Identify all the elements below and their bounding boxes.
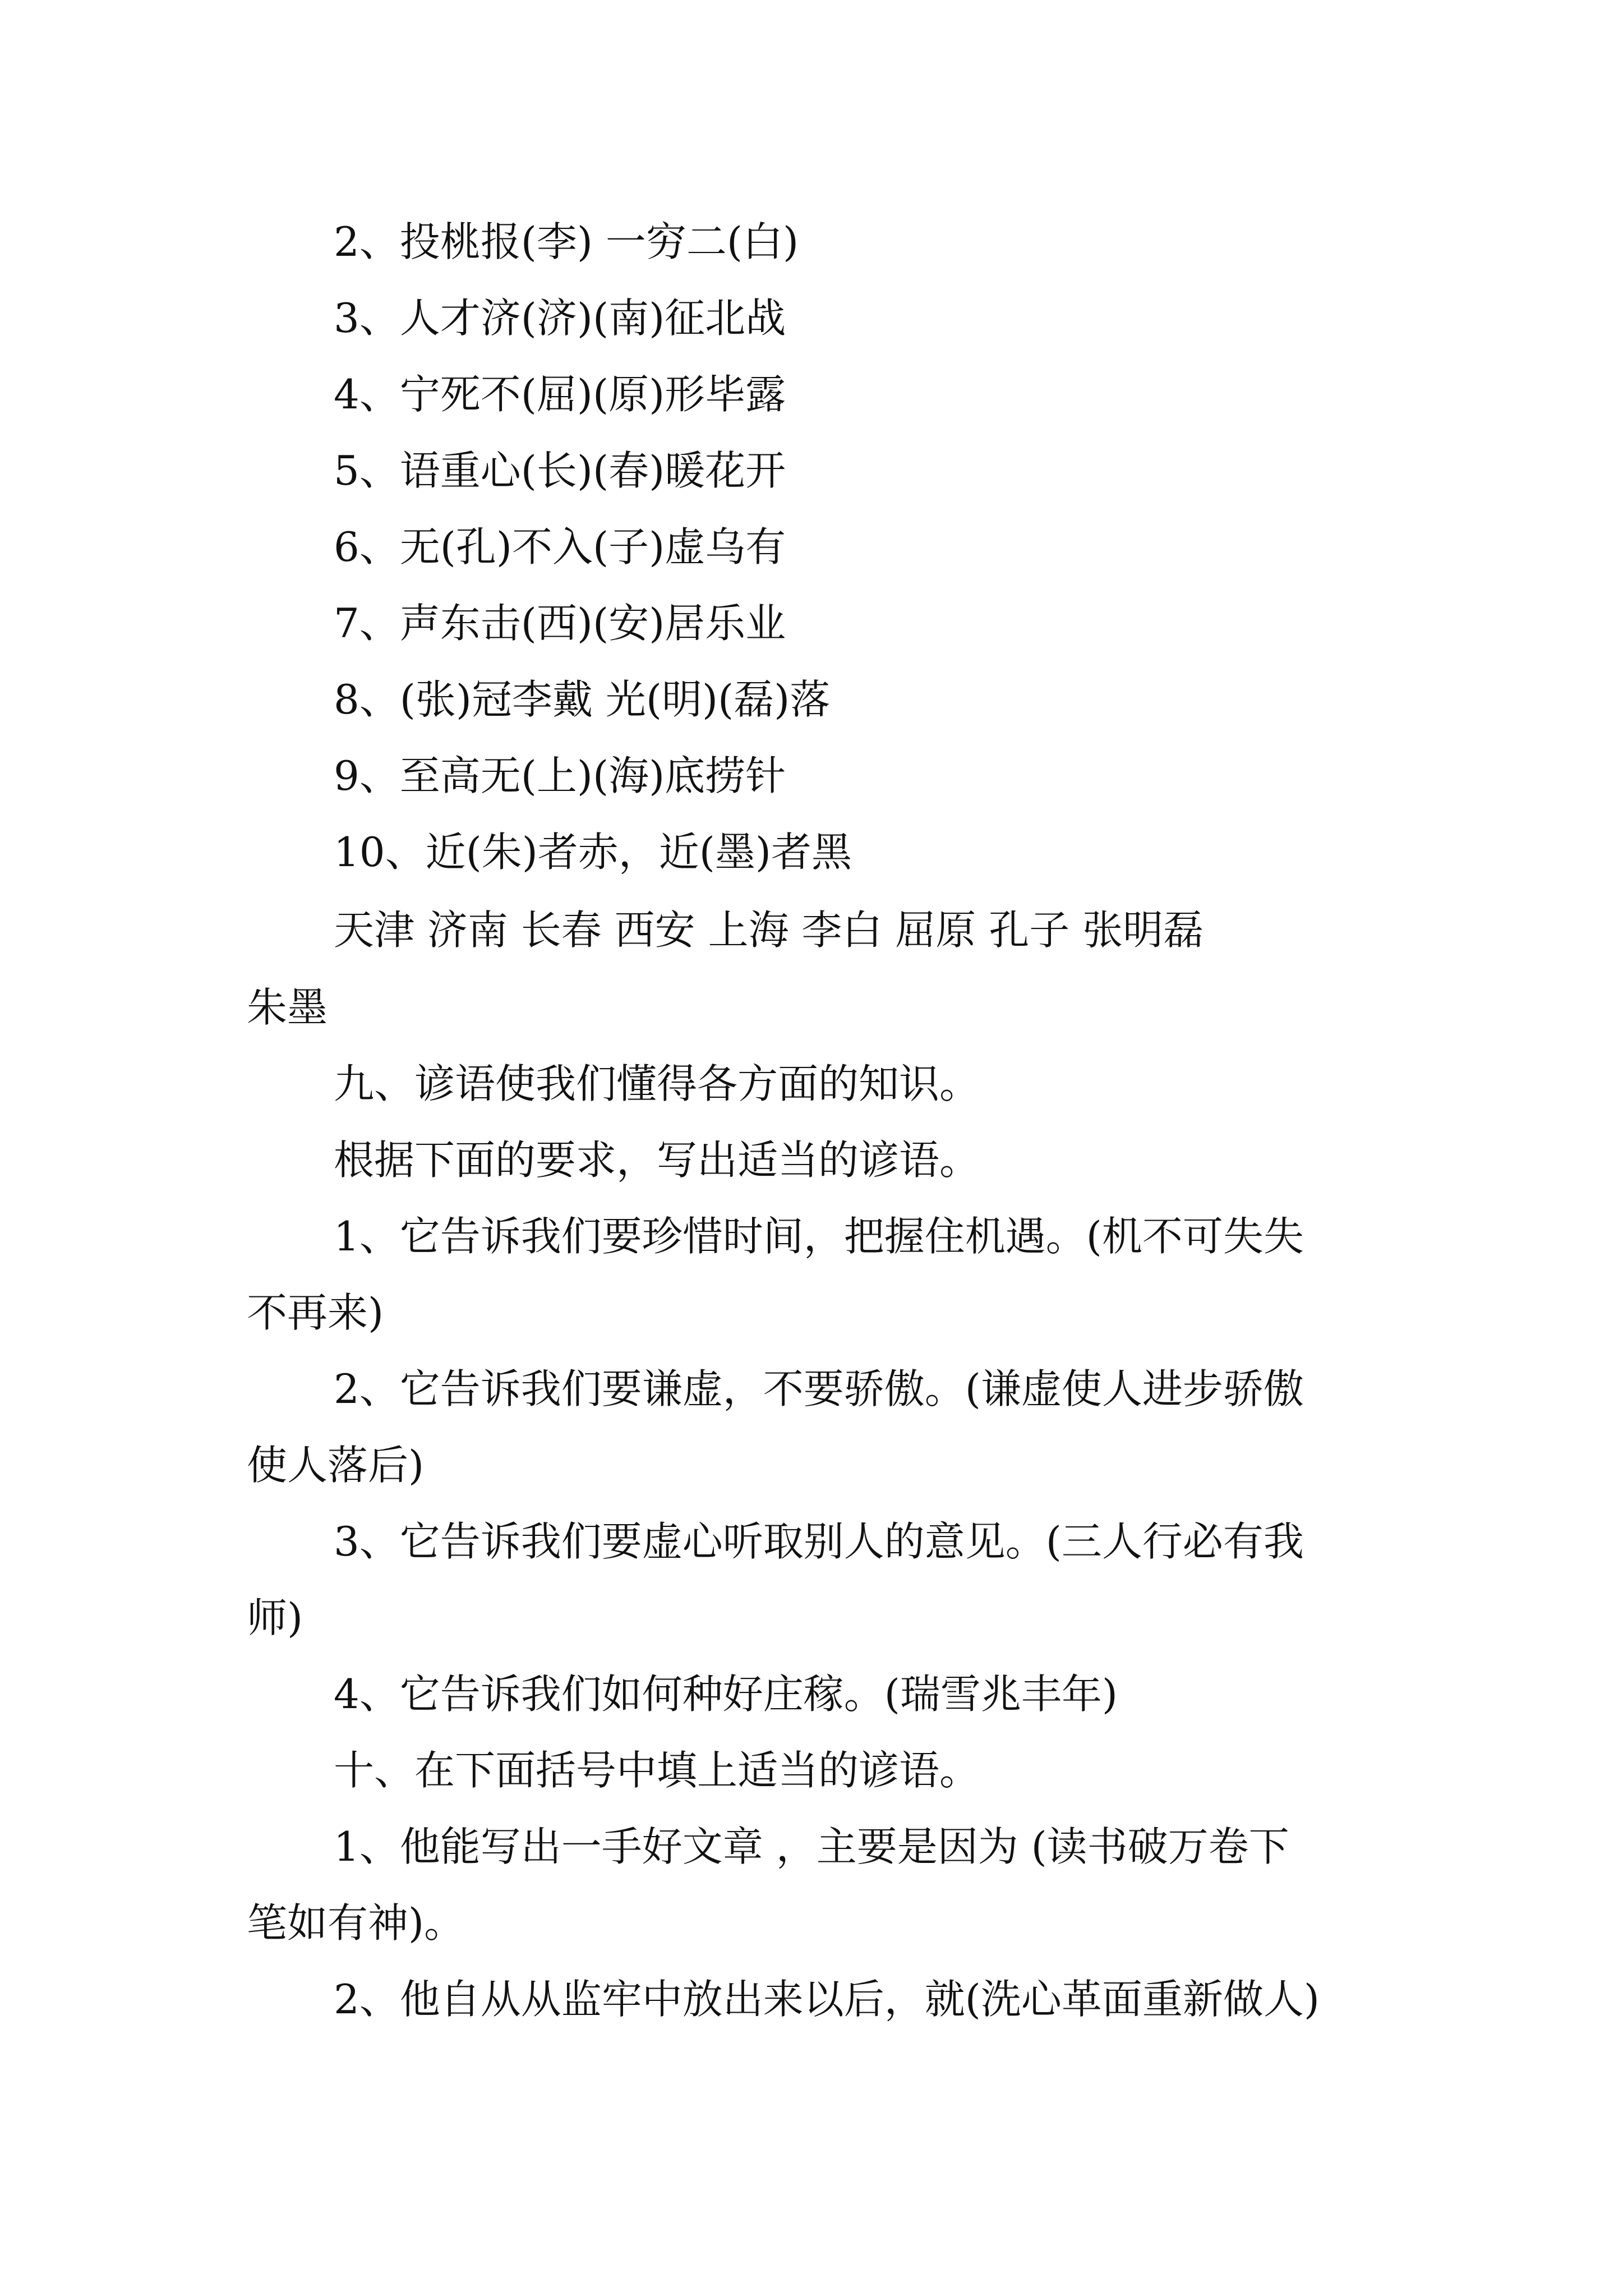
text-line: 不再来) (247, 1289, 384, 1336)
text-line: 1、他能写出一手好文章 ，主要是因为 (读书破万卷下 (334, 1823, 1289, 1870)
text-line: 6、无(孔)不入(子)虚乌有 (334, 523, 786, 570)
text-line: 师) (247, 1594, 303, 1641)
text-line: 4、宁死不(屈)(原)形毕露 (334, 371, 786, 418)
text-line: 使人落后) (247, 1442, 425, 1489)
text-line: 2、投桃报(李) 一穷二(白) (334, 218, 799, 265)
text-line: 4、它告诉我们如何种好庄稼。(瑞雪兆丰年) (334, 1671, 1118, 1718)
text-line: 2、它告诉我们要谦虚，不要骄傲。(谦虚使人进步骄傲 (334, 1365, 1304, 1412)
text-line: 8、(张)冠李戴 光(明)(磊)落 (334, 676, 831, 723)
text-line: 7、声东击(西)(安)居乐业 (334, 600, 786, 647)
text-line: 10、近(朱)者赤，近(墨)者黑 (334, 829, 852, 876)
text-line: 1、它告诉我们要珍惜时间，把握住机遇。(机不可失失 (334, 1213, 1304, 1260)
text-line: 朱墨 (247, 984, 328, 1031)
text-line: 根据下面的要求，写出适当的谚语。 (334, 1137, 980, 1184)
text-line: 3、它告诉我们要虚心听取别人的意见。(三人行必有我 (334, 1518, 1304, 1565)
text-line: 9、至高无(上)(海)底捞针 (334, 752, 786, 799)
text-line: 2、他自从从监牢中放出来以后，就(洗心革面重新做人) (334, 1976, 1320, 2023)
text-line: 5、语重心(长)(春)暖花开 (334, 447, 786, 494)
section-heading: 九、谚语使我们懂得各方面的知识。 (334, 1060, 980, 1107)
text-line: 3、人才济(济)(南)征北战 (334, 295, 786, 342)
text-line: 天津 济南 长春 西安 上海 李白 屈原 孔子 张明磊 (334, 907, 1204, 954)
text-line: 笔如有神)。 (247, 1899, 465, 1947)
section-heading: 十、在下面括号中填上适当的谚语。 (334, 1747, 980, 1794)
